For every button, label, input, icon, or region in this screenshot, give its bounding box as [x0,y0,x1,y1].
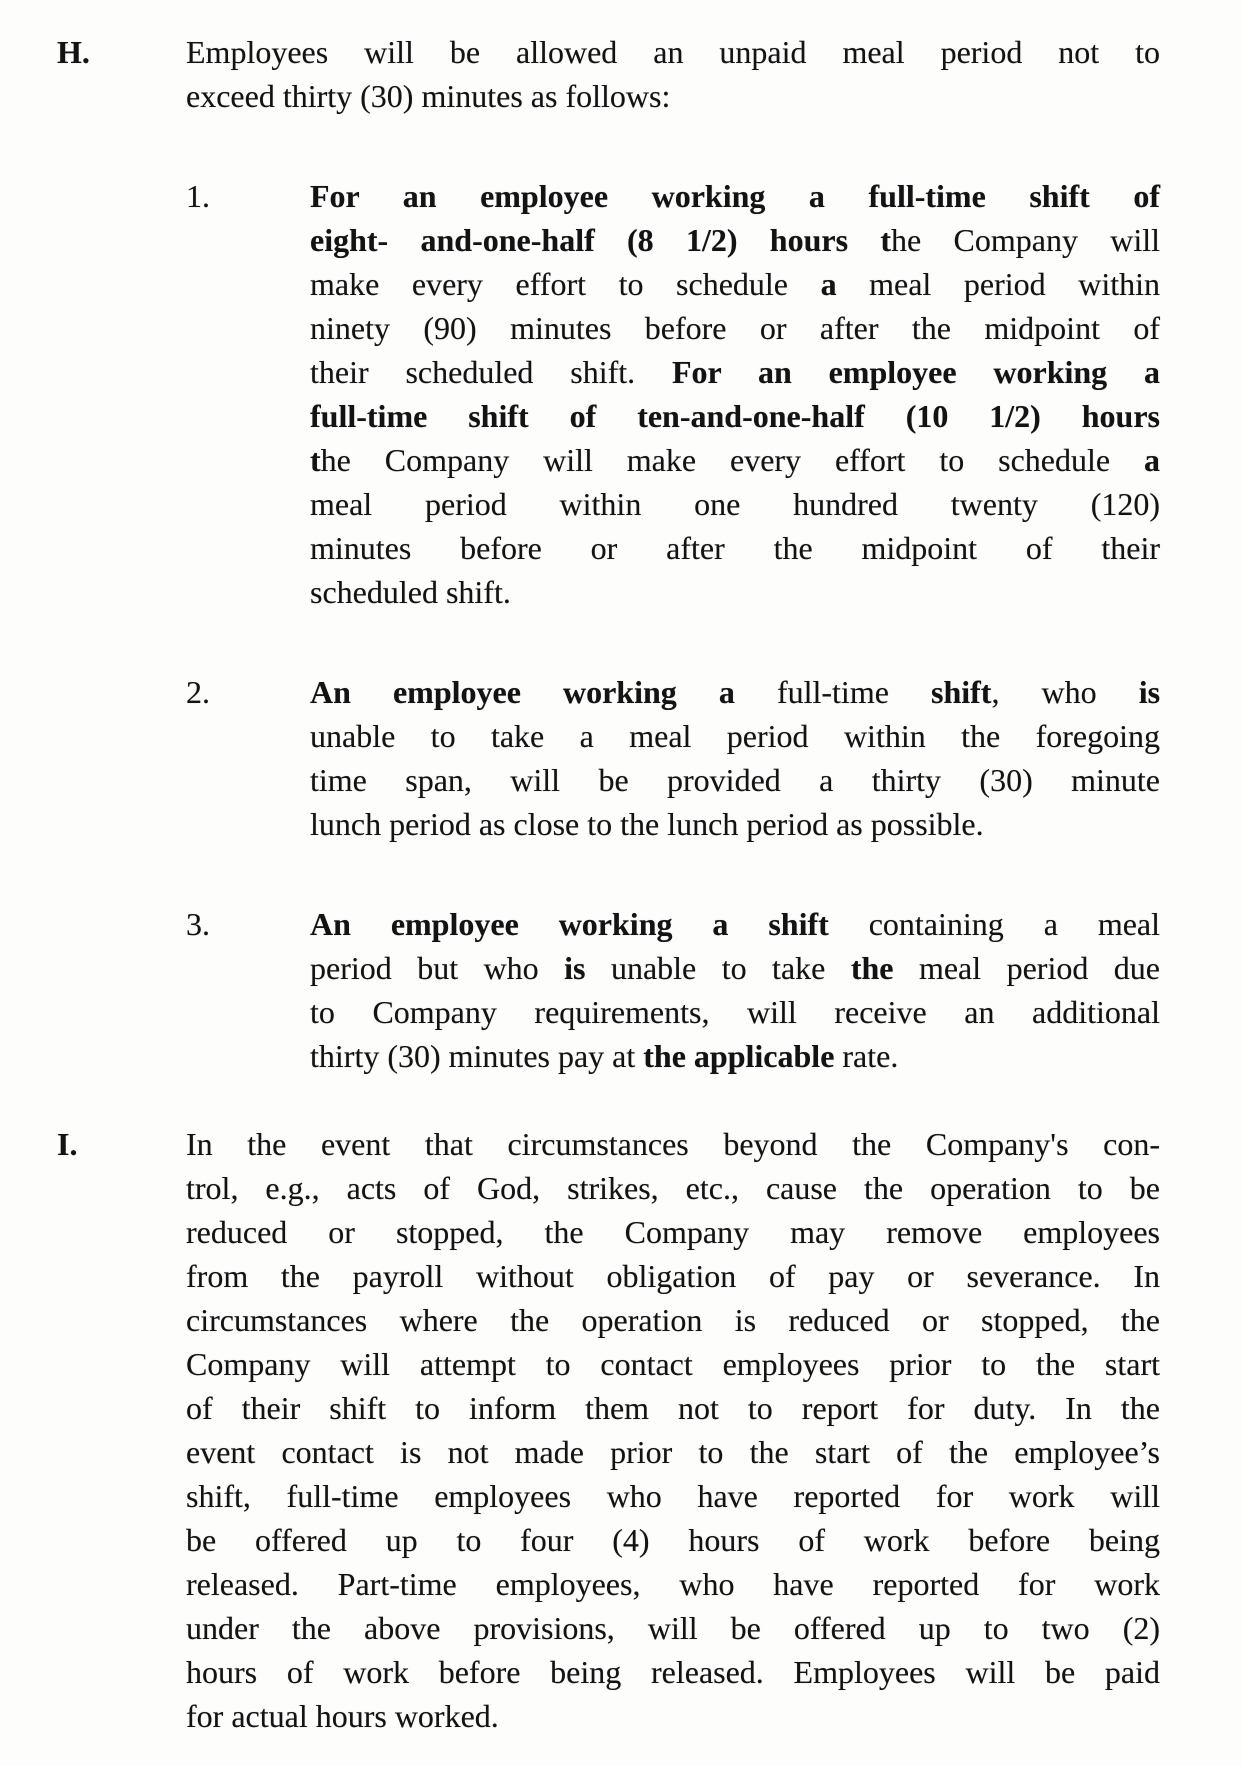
text-line: under the above provisions, will be offered up to two (2) [186,1610,1160,1646]
text-line: released. Part-time employees, who have reported for work [186,1566,1160,1602]
section-i-body [186,1122,1160,1738]
section-h-body [186,30,1160,1078]
list-item-2-number: 2. [186,674,210,710]
text-line: full-time shift of ten-and-one-half (10 1/2) hours [310,398,1160,434]
text-line: for actual hours worked. [186,1698,499,1734]
list-item-2 [186,670,1160,846]
text-line: An employee working a full-time shift, who is [310,674,1161,710]
text-line: shift, full-time employees who have reported for work will [186,1478,1160,1514]
text-line: to Company requirements, will receive an additional [310,994,1160,1030]
text-line: event contact is not made prior to the start of the employee’s [186,1434,1160,1470]
text-line: their scheduled shift. For an employee working a [310,354,1160,390]
section-i-paragraph [186,1122,1160,1738]
list-item-2-paragraph [310,670,1160,846]
text-line: be offered up to four (4) hours of work before being [186,1522,1160,1558]
text-line: eight- and-one-half (8 1/2) hours the Company will [310,222,1161,258]
text-line: period but who is unable to take the meal period due [310,950,1161,986]
text-line: thirty (30) minutes pay at the applicable rate. [310,1038,899,1074]
text-line: from the payroll without obligation of pay or severance. In [186,1258,1160,1294]
text-line: minutes before or after the midpoint of their [310,530,1160,566]
list-item-1-number: 1. [186,178,210,214]
text-line: exceed thirty (30) minutes as follows: [186,78,671,114]
section-i [57,1122,1160,1738]
text-line: In the event that circumstances beyond the Company's con- [186,1126,1160,1162]
text-line: Company will attempt to contact employees prior to the start [186,1346,1160,1382]
text-line: trol, e.g., acts of God, strikes, etc., cause the operation to be [186,1170,1160,1206]
section-h-items [186,174,1160,1078]
text-line: scheduled shift. [310,574,511,610]
section-i-label: I. [57,1126,78,1162]
text-line: ninety (90) minutes before or after the midpoint of [310,310,1160,346]
text-line: unable to take a meal period within the foregoing [310,718,1160,754]
text-line: lunch period as close to the lunch period as possible. [310,806,984,842]
text-line: hours of work before being released. Employees will be paid [186,1654,1160,1690]
list-item-1-paragraph [310,174,1160,614]
text-line: of their shift to inform them not to report for duty. In the [186,1390,1160,1426]
list-item-1 [186,174,1160,614]
text-line: An employee working a shift containing a meal [310,906,1161,942]
section-h-label: H. [57,34,90,70]
list-item-3 [186,902,1160,1078]
text-line: the Company will make every effort to schedule a [310,442,1160,478]
text-line: Employees will be allowed an unpaid meal period not to [186,34,1160,70]
list-item-3-number: 3. [186,906,210,942]
text-line: meal period within one hundred twenty (120) [310,486,1160,522]
section-h-paragraph [186,30,1160,118]
text-line: make every effort to schedule a meal period within [310,266,1161,302]
text-line: For an employee working a full-time shift of [310,178,1160,214]
text-line: reduced or stopped, the Company may remove employees [186,1214,1160,1250]
section-h [57,30,1160,1078]
list-item-3-paragraph [310,902,1160,1078]
text-line: circumstances where the operation is reduced or stopped, the [186,1302,1160,1338]
text-line: time span, will be provided a thirty (30) minute [310,762,1160,798]
